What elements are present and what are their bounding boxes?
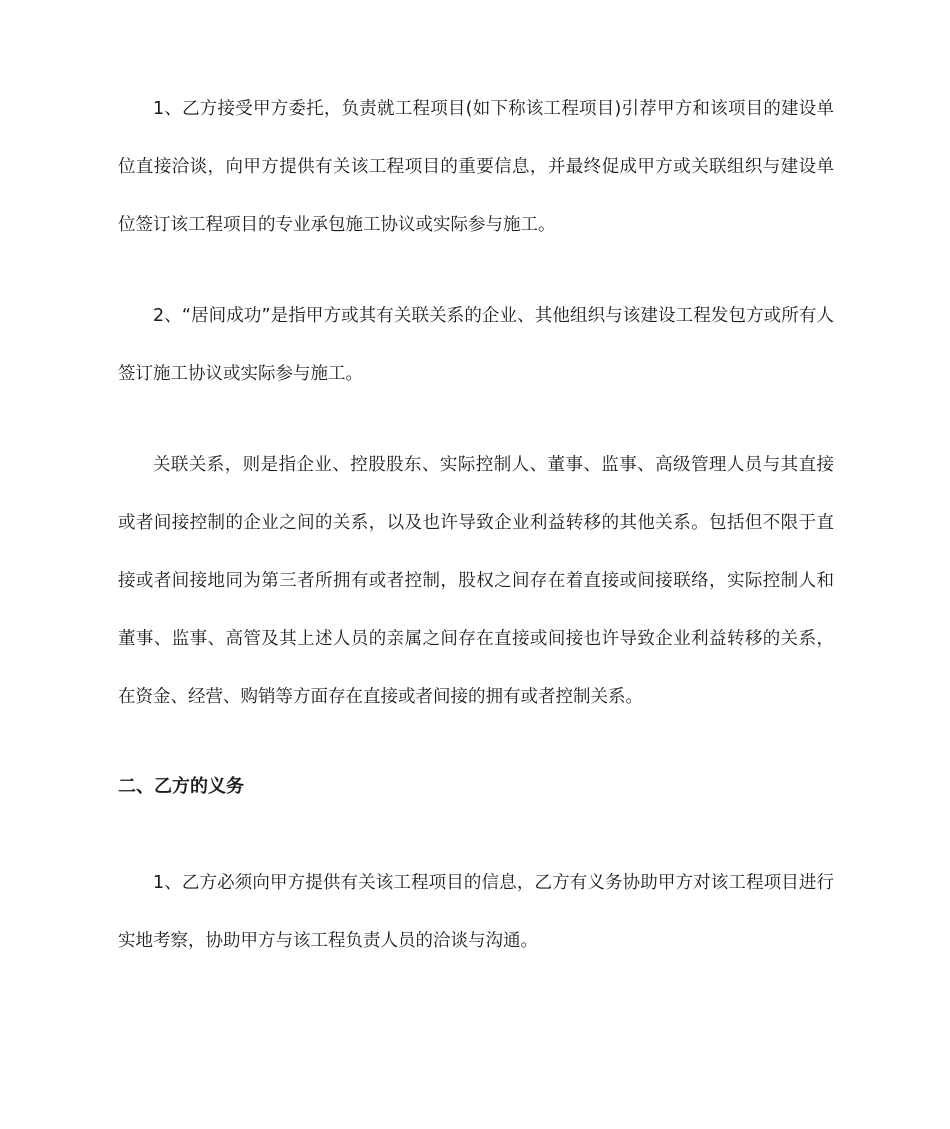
section-heading-party-b-obligations: 二、乙方的义务: [118, 776, 244, 797]
clause-paragraph-2: 2、“居间成功”是指甲方或其有关联关系的企业、其他组织与该建设工程发包方或所有人签订施工协议或实际参与施工。: [118, 306, 834, 384]
related-party-definition-paragraph: 关联关系，则是指企业、控股股东、实际控制人、董事、监事、高级管理人员与其直接或者间接控制的企业之间的关系，以及也许导致企业利益转移的其他关系。包括但不限于直接或者间接地同为第三者所拥有或者控制，股权之间存在着直接或间接联络，实际控制人和董事、监事、高管及其上述人员的亲属之间存在直接或间接也许导致企业利益转移的关系，在资金、经营、购销等方面存在直接或者间接的拥有或者控制关系。: [118, 455, 834, 707]
clause-paragraph-1: 1、乙方接受甲方委托，负责就工程项目(如下称该工程项目)引荐甲方和该项目的建设单位直接洽谈，向甲方提供有关该工程项目的重要信息，并最终促成甲方或关联组织与建设单位签订该工程项目的专业承包施工协议或实际参与施工。: [118, 99, 834, 235]
obligation-paragraph-1: 1、乙方必须向甲方提供有关该工程项目的信息，乙方有义务协助甲方对该工程项目进行实地考察，协助甲方与该工程负责人员的洽谈与沟通。: [118, 873, 834, 951]
